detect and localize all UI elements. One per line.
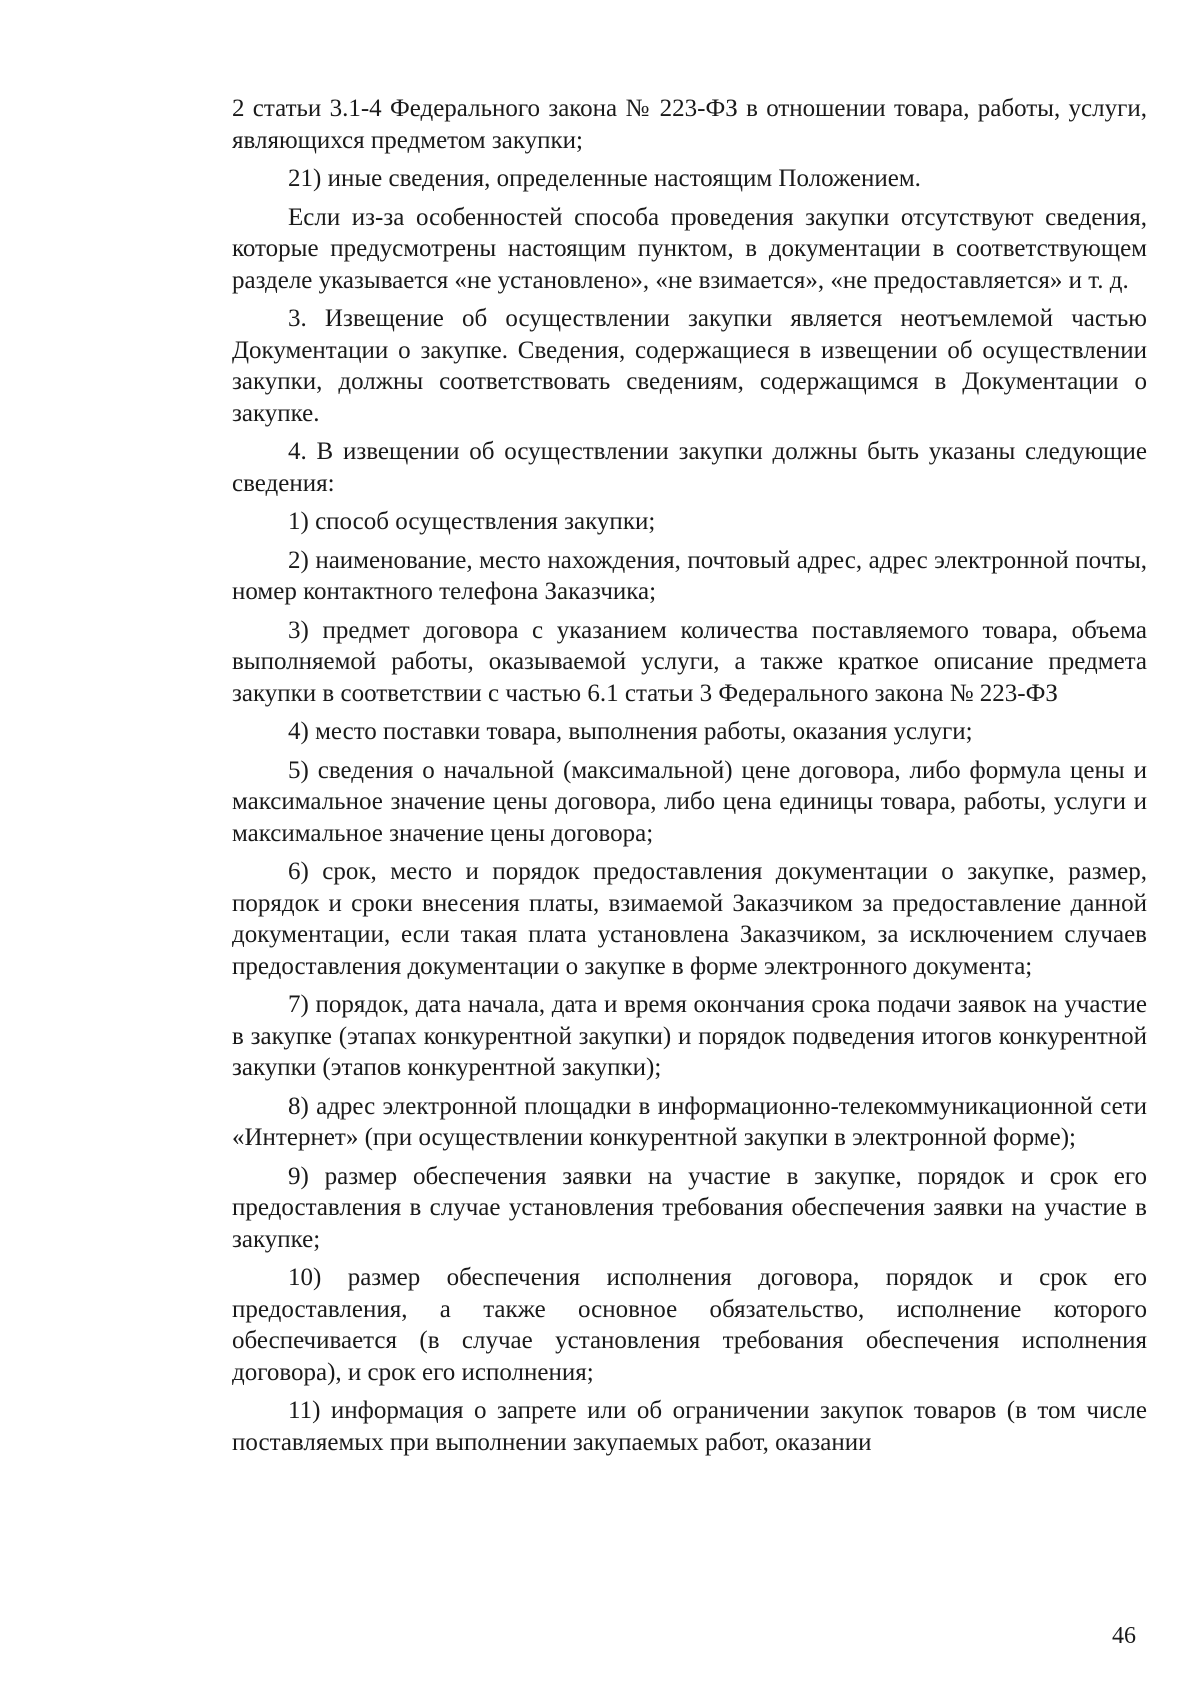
paragraph-item-9: 9) размер обеспечения заявки на участие в закупке, порядок и срок его предоставления в случае установления требования обеспечения заявки на участие в закупке; — [232, 1162, 1147, 1253]
paragraph-item-2: 2) наименование, место нахождения, почтовый адрес, адрес электронной почты, номер контактного телефона Заказчика; — [232, 546, 1147, 605]
page-body — [232, 93, 1147, 1465]
paragraph-item-5: 5) сведения о начальной (максимальной) цене договора, либо формула цены и максимальное значение цены договора, либо цена единицы товара, работы, услуги и максимальное значение цены договора; — [232, 756, 1147, 847]
paragraph-item-3: 3) предмет договора с указанием количества поставляемого товара, объема выполняемой работы, оказываемой услуги, а также краткое описание предмета закупки в соответствии с частью 6.1 статьи 3 Федерального закона № 223-ФЗ — [232, 616, 1147, 707]
paragraph-item-6: 6) срок, место и порядок предоставления документации о закупке, размер, порядок и сроки внесения платы, взимаемой Заказчиком за предоставление данной документации, если такая плата установлена Заказчиком, за исключением случаев предоставления документации о закупке в форме электронного документа; — [232, 858, 1147, 980]
paragraph-section-3: 3. Извещение об осуществлении закупки является неотъемлемой частью Документации о закупке. Сведения, содержащиеся в извещении об осуществлении закупки, должны соответствовать сведениям, содержащимся в Документации о закупке. — [232, 305, 1147, 427]
paragraph-note: Если из-за особенностей способа проведения закупки отсутствуют сведения, которые предусмотрены настоящим пунктом, в документации в соответствующем разделе указывается «не установлено», «не взимается», «не предоставляется» и т. д. — [232, 203, 1147, 294]
paragraph-item-21: 21) иные сведения, определенные настоящим Положением. — [288, 165, 921, 192]
paragraph-item-10: 10) размер обеспечения исполнения договора, порядок и срок его предоставления, а также основное обязательство, исполнение которого обеспечивается (в случае установления требования обеспечения исполнения договора), и срок его исполнения; — [232, 1264, 1147, 1386]
paragraph-item-8: 8) адрес электронной площадки в информационно-телекоммуникационной сети «Интернет» (при осуществлении конкурентной закупки в электронной форме); — [232, 1092, 1147, 1151]
paragraph-continuation: 2 статьи 3.1-4 Федерального закона № 223-ФЗ в отношении товара, работы, услуги, являющихся предметом закупки; — [232, 95, 1147, 154]
paragraph-section-4: 4. В извещении об осуществлении закупки должны быть указаны следующие сведения: — [232, 438, 1147, 497]
paragraph-item-7: 7) порядок, дата начала, дата и время окончания срока подачи заявок на участие в закупке (этапах конкурентной закупки) и порядок подведения итогов конкурентной закупки (этапов конкурентной закупки); — [232, 991, 1147, 1081]
paragraph-item-4: 4) место поставки товара, выполнения работы, оказания услуги; — [288, 718, 973, 745]
paragraph-item-1: 1) способ осуществления закупки; — [288, 508, 656, 535]
paragraph-item-11: 11) информация о запрете или об ограничении закупок товаров (в том числе поставляемых при выполнении закупаемых работ, оказании — [232, 1397, 1147, 1456]
page-number: 46 — [1112, 1623, 1136, 1649]
